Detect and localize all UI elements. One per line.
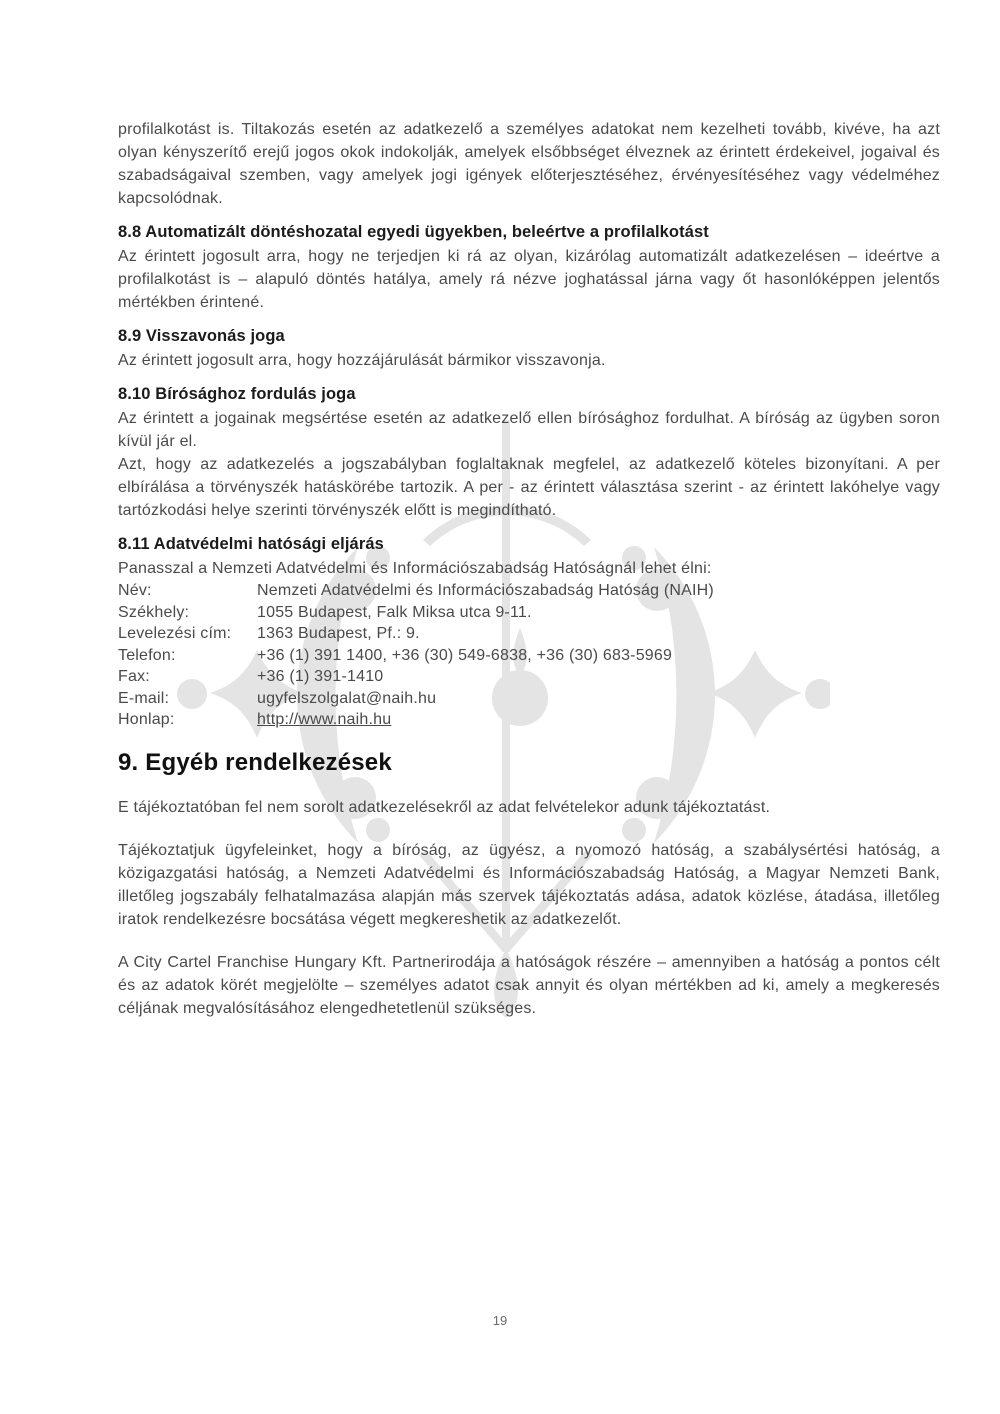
contact-row-email: [118, 688, 940, 710]
contact-label: Levelezési cím:: [118, 625, 232, 642]
contact-value: Nemzeti Adatvédelmi és Információszabadság Hatóság (NAIH): [257, 582, 714, 599]
section-8-11-heading: 8.11 Adatvédelmi hatósági eljárás: [118, 535, 384, 553]
contact-value: 1363 Budapest, Pf.: 9.: [257, 625, 420, 642]
naih-website-link[interactable]: http://www.naih.hu: [257, 711, 392, 728]
section-8-10-paragraph-2: Azt, hogy az adatkezelés a jogszabályban foglaltaknak megfelel, az adatkezelő köteles bizonyítani. A per elbírálása a törvényszék hatáskörébe tartozik. A per - az érintett választása szerint - az érintett lakóhelye vagy tartózkodási helye szerinti törvényszék előtt is megindítható.: [118, 456, 940, 519]
contact-value: ugyfelszolgalat@naih.hu: [257, 689, 437, 707]
authority-contact-list: [118, 580, 940, 731]
contact-row-name: [118, 580, 940, 602]
section-8-11-intro: Panasszal a Nemzeti Adatvédelmi és Információszabadság Hatóságnál lehet élni:: [118, 560, 712, 577]
section-8-9-heading: 8.9 Visszavonás joga: [118, 327, 285, 345]
contact-value: [257, 709, 940, 731]
contact-value: +36 (1) 391 1400, +36 (30) 549-6838, +36 (30) 683-5969: [257, 646, 673, 664]
page-number: 19: [492, 1313, 508, 1328]
contact-row-mailing-address: [118, 623, 940, 645]
section-8-10-paragraph-1: Az érintett a jogainak megsértése esetén az adatkezelő ellen bírósághoz fordulhat. A bíróság az ügyben soron kívül jár el.: [118, 410, 940, 450]
contact-label: Telefon:: [118, 646, 176, 664]
contact-label: E-mail:: [118, 689, 170, 707]
contact-label: Székhely:: [118, 603, 190, 621]
section-9-paragraph-3: A City Cartel Franchise Hungary Kft. Partnerirodája a hatóságok részére – amennyiben a hatóság a pontos célt és az adatok körét megjelölte – személyes adatot csak annyit és olyan mértékben ad ki, amely a megkeresés céljának megvalósításához elengedhetetlenül szükséges.: [118, 953, 940, 1017]
contact-row-phone: [118, 645, 940, 667]
section-8-8-heading: 8.8 Automatizált döntéshozatal egyedi ügyekben, beleértve a profilalkotást: [118, 223, 709, 241]
section-8-9-paragraph: Az érintett jogosult arra, hogy hozzájárulását bármikor visszavonja.: [118, 352, 606, 369]
contact-value: 1055 Budapest, Falk Miksa utca 9-11.: [257, 603, 532, 621]
contact-row-fax: [118, 666, 940, 688]
contact-label: Név:: [118, 582, 152, 599]
section-9-paragraph-1: E tájékoztatóban fel nem sorolt adatkezelésekről az adat felvételekor adunk tájékoztatást.: [118, 798, 771, 816]
page-content: [118, 118, 940, 1020]
section-8-10-heading: 8.10 Bírósághoz fordulás joga: [118, 385, 356, 403]
contact-label: Honlap:: [118, 711, 175, 728]
contact-row-address: [118, 602, 940, 624]
section-9-heading: 9. Egyéb rendelkezések: [118, 748, 392, 776]
contact-value: +36 (1) 391-1410: [257, 668, 384, 685]
section-8-8-paragraph: Az érintett jogosult arra, hogy ne terjedjen ki rá az olyan, kizárólag automatizált adatkezelésen – ideértve a profilalkotást is – alapuló döntés hatálya, amely rá nézve joghatással járna vagy őt hasonlóképpen jelentős mértékben érintené.: [118, 248, 940, 311]
paragraph-objection-continuation: profilalkotást is. Tiltakozás esetén az adatkezelő a személyes adatokat nem kezelheti tovább, kivéve, ha azt olyan kényszerítő erejű jogos okok indokolják, amelyek elsőbbséget élveznek az érintett érdekeivel, jogaival és szabadságaival szemben, vagy amelyek jogi igények előterjesztéséhez, érvényesítéséhez vagy védelméhez kapcsolódnak.: [118, 121, 940, 207]
contact-row-website: [118, 709, 940, 731]
contact-label: Fax:: [118, 668, 150, 685]
section-9-paragraph-2: Tájékoztatjuk ügyfeleinket, hogy a bíróság, az ügyész, a nyomozó hatóság, a szabálysértési hatóság, a közigazgatási hatóság, a Nemzeti Adatvédelmi és Információszabadság Hatóság, a Magyar Nemzeti Bank, illetőleg jogszabály felhatalmazása alapján más szervek tájékoztatás adása, adatok közlése, átadása, illetőleg iratok rendelkezésre bocsátása végett megkereshetik az adatkezelőt.: [118, 841, 940, 928]
